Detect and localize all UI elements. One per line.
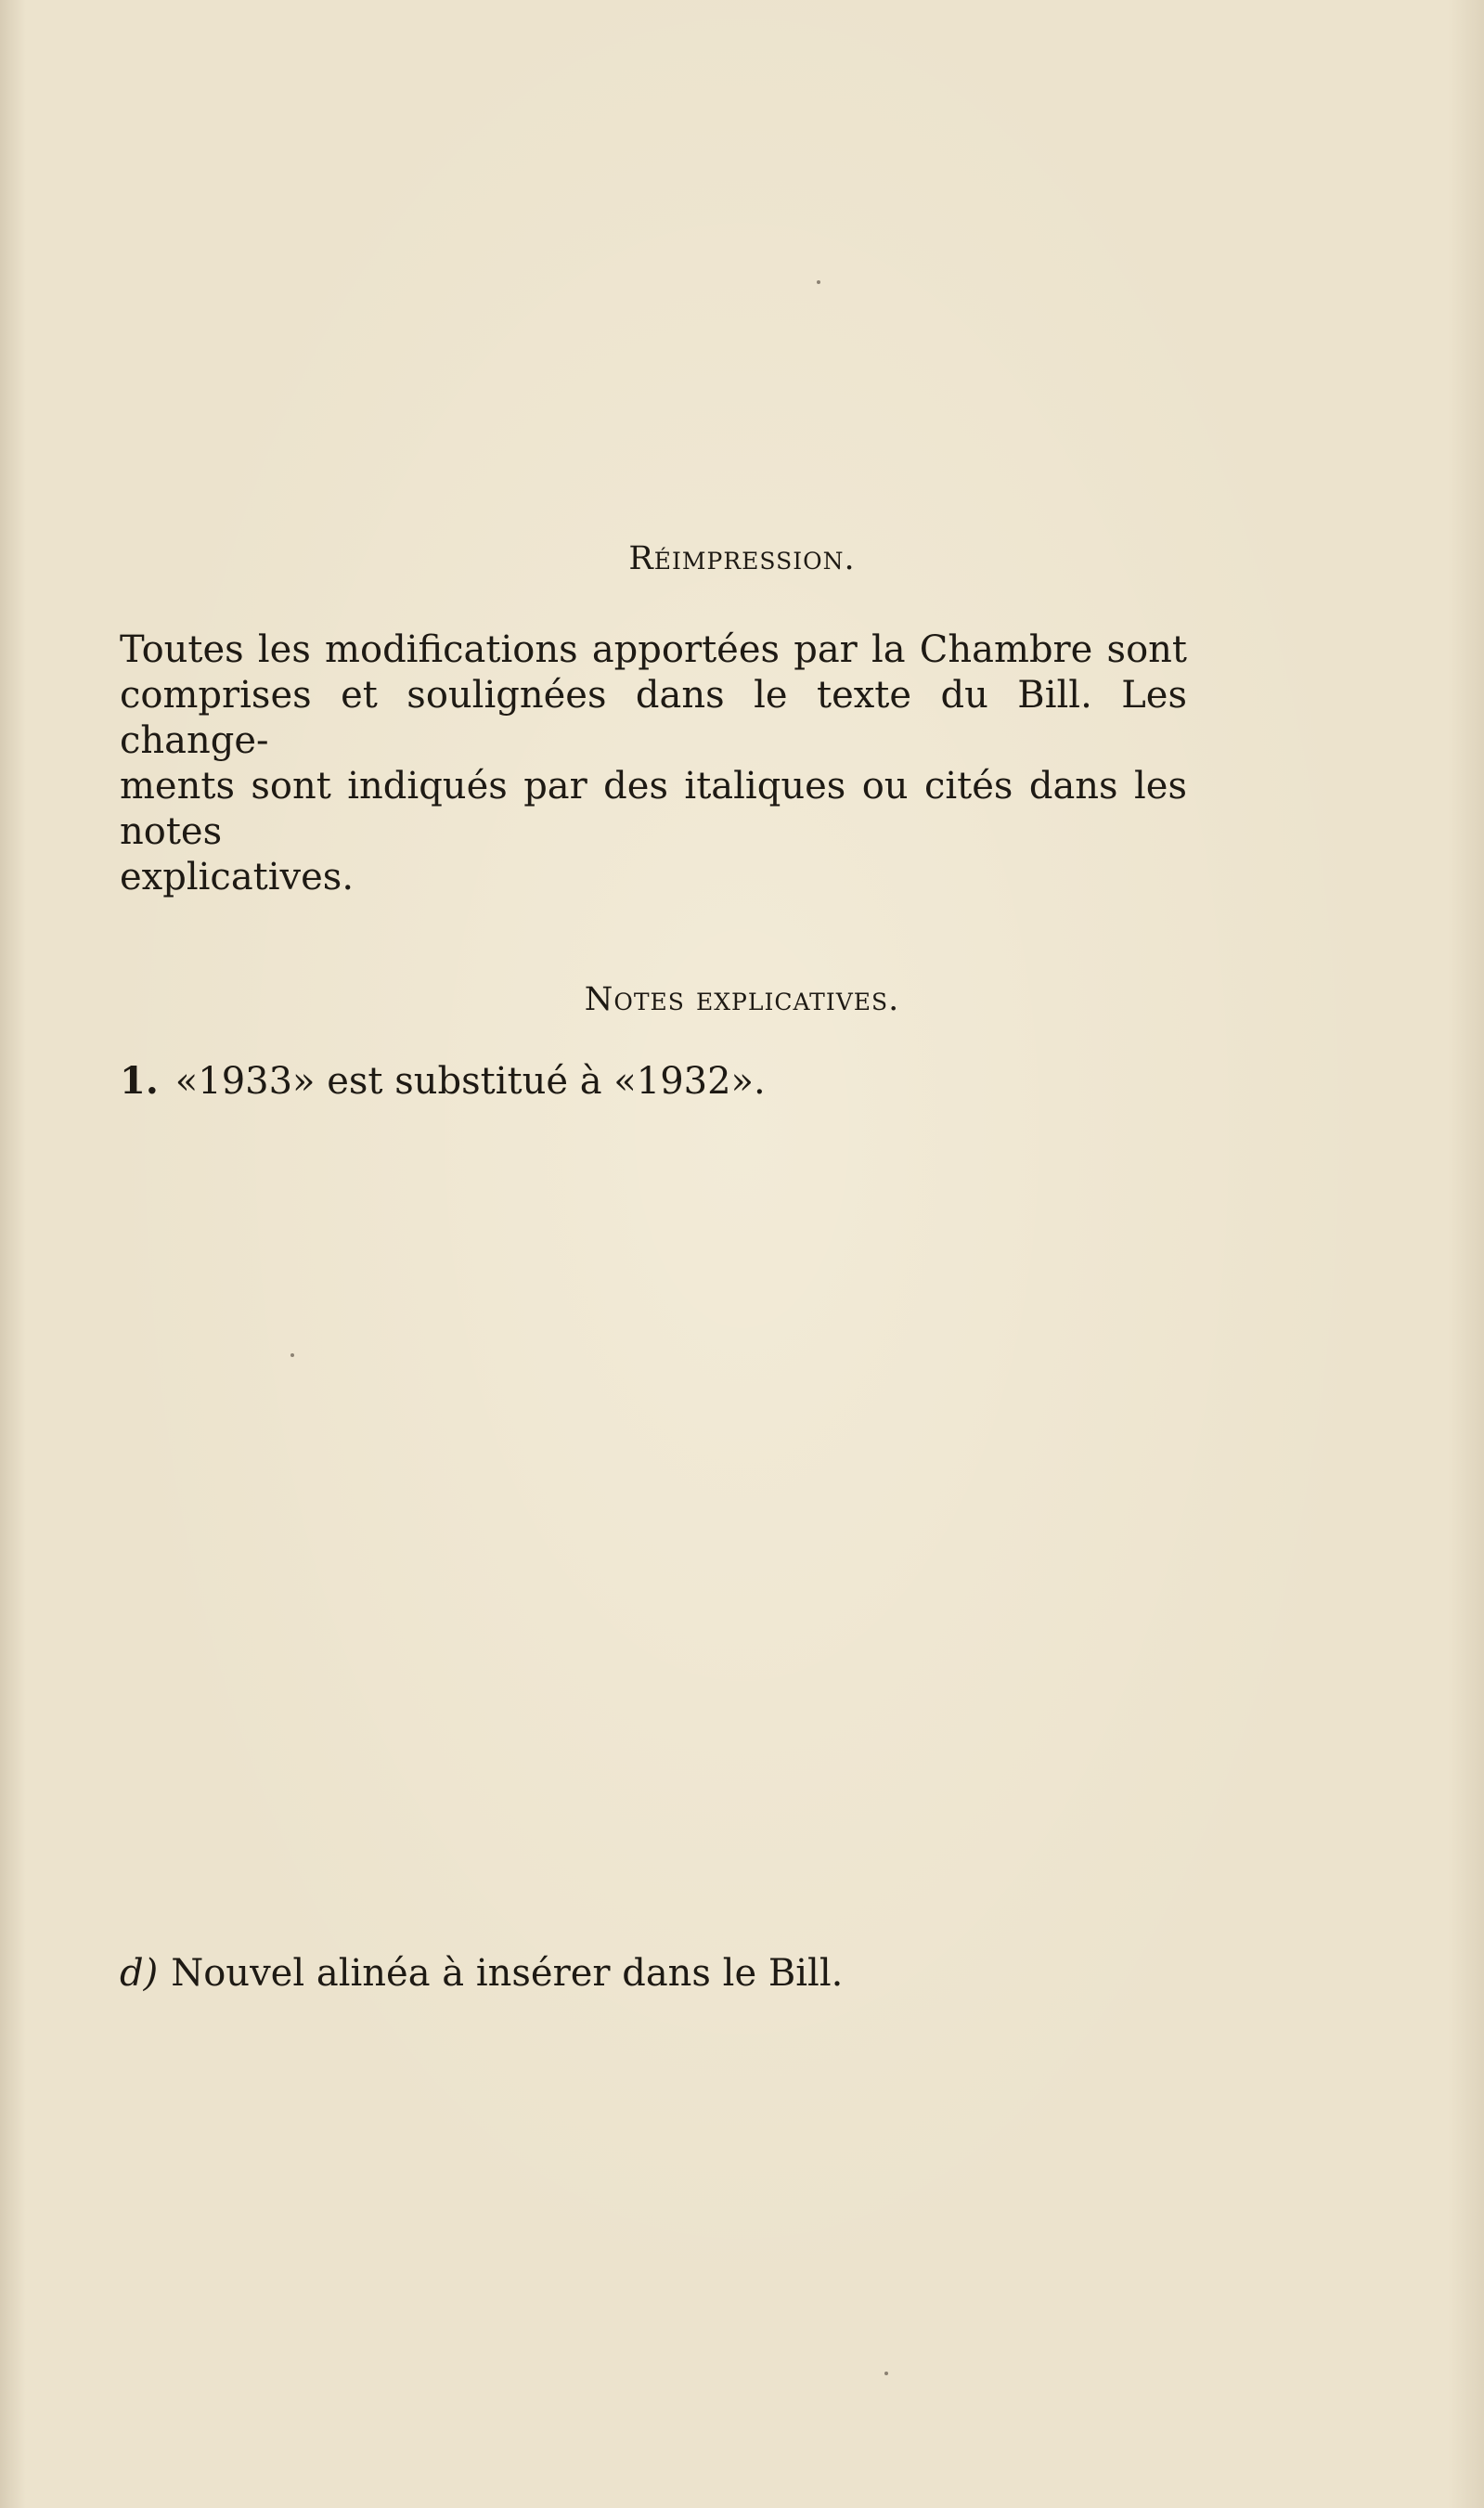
reprint-line: ments sont indiqués par des italiques ou cités dans les notes	[120, 765, 1187, 853]
note-1	[120, 1058, 766, 1105]
paper-speck	[290, 1353, 294, 1357]
notes-heading: Notes explicatives.	[584, 981, 900, 1018]
reprint-line: comprises et soulignées dans le texte du Bill. Les change-	[120, 674, 1187, 762]
reprint-line: Toutes les modifications apportées par la Chambre sont	[120, 628, 1187, 671]
note-1-text: «1933» est substitué à «1932».	[174, 1060, 766, 1103]
paper-speck	[884, 2372, 888, 2375]
note-1-number: 1.	[120, 1059, 159, 1103]
note-d	[120, 1951, 843, 1997]
note-d-label: d)	[120, 1952, 159, 1995]
reprint-line: explicatives.	[120, 856, 355, 898]
reprint-paragraph	[120, 627, 1187, 900]
note-d-text: Nouvel alinéa à insérer dans le Bill.	[171, 1952, 844, 1995]
reprint-heading: Réimpression.	[628, 540, 856, 577]
paper-speck	[817, 280, 820, 284]
